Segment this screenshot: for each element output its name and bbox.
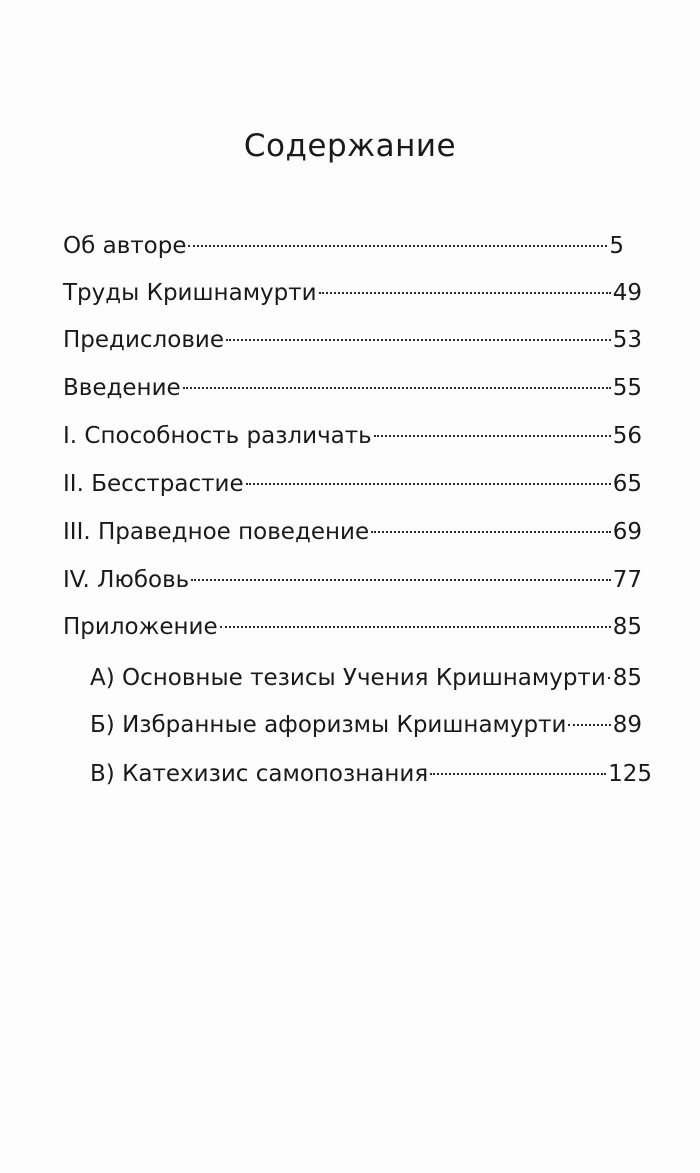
- toc-entry-label: II. Бесстрастие: [63, 471, 244, 497]
- toc-entry-page: 69: [612, 519, 642, 545]
- toc-entry-page: 65: [612, 471, 642, 497]
- toc-subentry: [90, 751, 652, 789]
- toc-entry-label: Предисловие: [63, 327, 224, 353]
- toc-subentry: [90, 655, 642, 693]
- toc-entry-page: 77: [612, 567, 642, 593]
- toc-entry: [63, 604, 642, 642]
- dot-leader: [220, 604, 611, 634]
- dot-leader: [183, 365, 611, 395]
- dot-leader: [430, 751, 606, 781]
- toc-entry: [63, 461, 642, 499]
- dot-leader: [319, 270, 611, 300]
- toc-entry-label: Об авторе: [63, 233, 187, 259]
- toc-entry-page: 49: [612, 280, 642, 306]
- toc-entry: [63, 223, 624, 261]
- toc-entry-label: Б) Избранные афоризмы Кришнамурти: [90, 712, 567, 738]
- toc-entry-page: 53: [612, 327, 642, 353]
- toc-entry: [63, 270, 642, 308]
- toc-entry-page: 55: [612, 375, 642, 401]
- toc-subentry: [90, 702, 642, 740]
- toc-entry-page: 85: [612, 614, 642, 640]
- toc-entry-label: IV. Любовь: [63, 567, 190, 593]
- dot-leader: [568, 702, 610, 732]
- toc-entry: [63, 413, 642, 451]
- toc-entry: [63, 317, 642, 355]
- toc-entry-label: III. Праведное поведение: [63, 519, 370, 545]
- toc-entry-page: 89: [612, 712, 642, 738]
- toc-entry-label: В) Катехизис самопознания: [90, 761, 429, 787]
- toc-entry: [63, 557, 642, 595]
- toc-entry-page: 5: [609, 233, 624, 259]
- toc-entry: [63, 509, 642, 547]
- toc-entry-page: 85: [612, 665, 642, 691]
- toc-entry-page: 56: [612, 423, 642, 449]
- toc-entry-label: Труды Кришнамурти: [63, 280, 317, 306]
- dot-leader: [188, 223, 607, 253]
- toc-entry-label: I. Способность различать: [63, 423, 372, 449]
- toc-entry-page: 125: [608, 761, 652, 787]
- toc-entry-label: Приложение: [63, 614, 218, 640]
- page-title: Содержание: [243, 128, 457, 164]
- dot-leader: [226, 317, 611, 347]
- dot-leader: [374, 413, 611, 443]
- dot-leader: [191, 557, 611, 587]
- toc-entry-label: Введение: [63, 375, 181, 401]
- toc-entry: [63, 365, 642, 403]
- dot-leader: [246, 461, 611, 491]
- dot-leader: [608, 655, 611, 685]
- toc-entry-label: А) Основные тезисы Учения Кришнамурти: [90, 665, 606, 691]
- dot-leader: [371, 509, 611, 539]
